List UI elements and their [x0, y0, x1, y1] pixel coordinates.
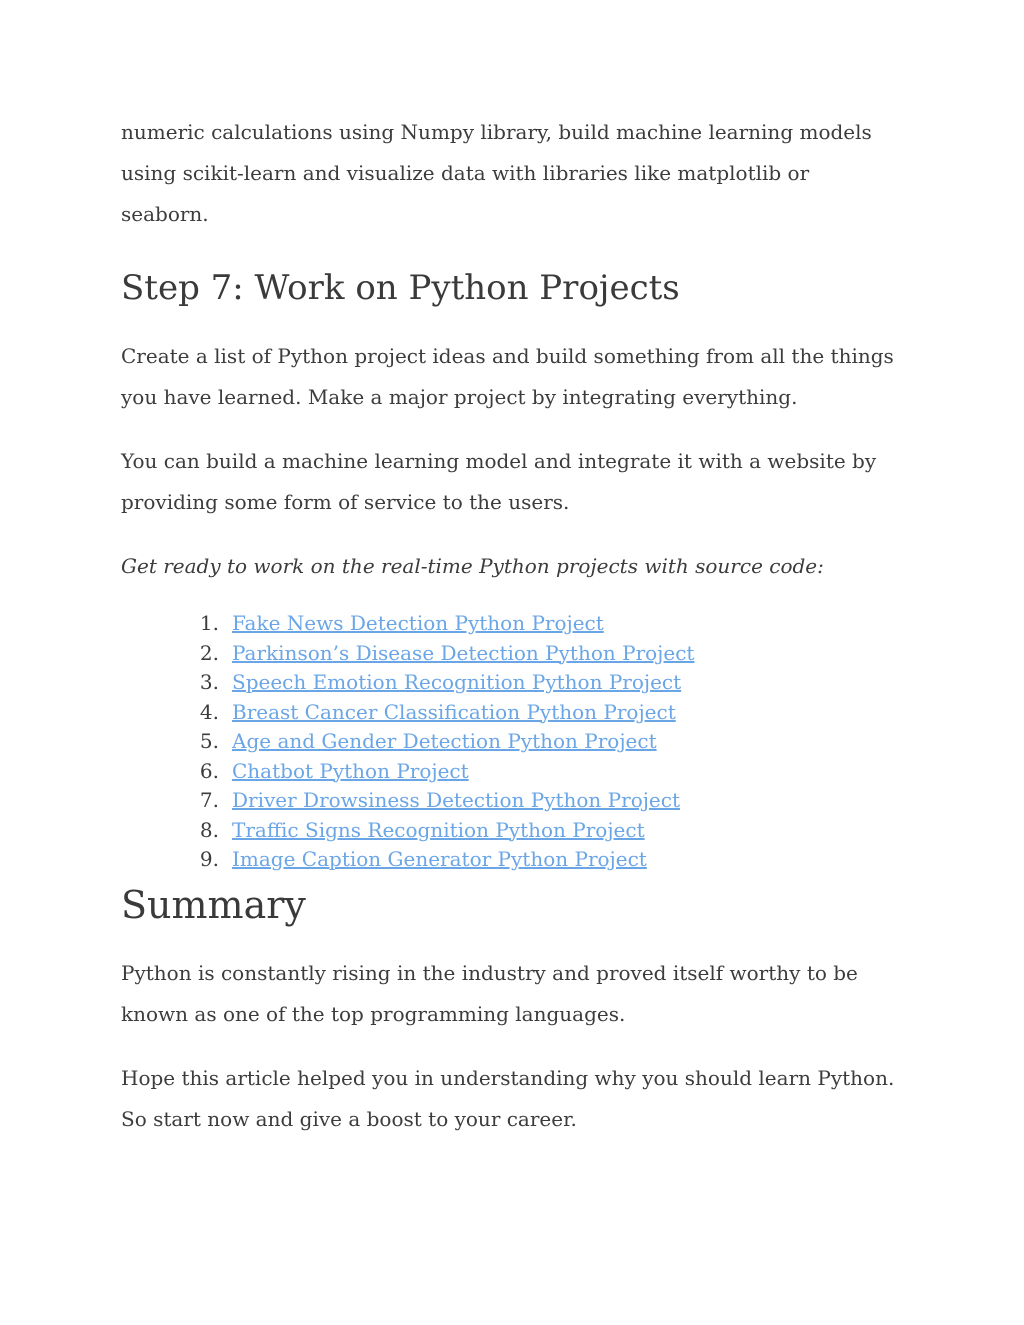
- document-page: [121, 112, 901, 1140]
- list-item: [121, 639, 901, 669]
- project-link-speech-emotion[interactable]: Speech Emotion Recognition Python Project: [232, 670, 682, 694]
- project-link-age-gender[interactable]: Age and Gender Detection Python Project: [232, 729, 657, 753]
- list-item-number: 6.: [199, 758, 219, 783]
- project-link-fake-news[interactable]: Fake News Detection Python Project: [232, 611, 604, 635]
- list-item-number: 7.: [199, 788, 219, 812]
- summary-p1-line-2: known as one of the top programming languages.: [121, 1001, 626, 1026]
- list-item-number: 4.: [199, 699, 219, 724]
- project-link-parkinsons[interactable]: Parkinson’s Disease Detection Python Project: [232, 640, 695, 665]
- project-link-driver-drowsiness[interactable]: Driver Drowsiness Detection Python Project: [232, 788, 681, 812]
- list-item: [121, 609, 901, 639]
- summary-p2-line-2: So start now and give a boost to your career.: [121, 1106, 577, 1131]
- step7-paragraph-1: [121, 336, 901, 418]
- step7-p1-line-2: you have learned. Make a major project by integrating everything.: [121, 385, 798, 409]
- intro-paragraph: [121, 112, 901, 235]
- list-item: [121, 698, 901, 728]
- list-item-number: 8.: [199, 817, 219, 842]
- projects-intro-note: Get ready to work on the real-time Python projects with source code:: [121, 554, 824, 578]
- list-item-number: 5.: [199, 729, 219, 753]
- intro-line-1: numeric calculations using Numpy library, build machine learning models: [121, 120, 872, 144]
- projects-list: [121, 609, 901, 875]
- step7-p2-line-1: You can build a machine learning model and integrate it with a website by: [121, 449, 877, 473]
- summary-paragraph-2: [121, 1058, 901, 1140]
- summary-paragraph-1: [121, 953, 901, 1035]
- list-item-number: 3.: [199, 670, 219, 694]
- step7-heading: Step 7: Work on Python Projects: [121, 268, 680, 308]
- list-item: [121, 816, 901, 846]
- summary-heading: Summary: [121, 882, 306, 927]
- step7-paragraph-2: [121, 441, 901, 523]
- step7-p2-line-2: providing some form of service to the users.: [121, 490, 570, 514]
- list-item: [121, 845, 901, 875]
- step7-p1-line-1: Create a list of Python project ideas and build something from all the things: [121, 344, 894, 368]
- list-item: [121, 786, 901, 816]
- list-item-number: 9.: [199, 847, 219, 871]
- project-link-chatbot[interactable]: Chatbot Python Project: [232, 758, 469, 783]
- summary-p2-line-1: Hope this article helped you in understanding why you should learn Python.: [121, 1065, 895, 1090]
- list-item: [121, 668, 901, 698]
- project-link-traffic-signs[interactable]: Traffic Signs Recognition Python Project: [232, 817, 645, 842]
- list-item-number: 2.: [199, 640, 219, 665]
- list-item-number: 1.: [199, 611, 219, 635]
- list-item: [121, 727, 901, 757]
- list-item: [121, 757, 901, 787]
- project-link-image-caption[interactable]: Image Caption Generator Python Project: [232, 847, 647, 871]
- intro-line-2: using scikit-learn and visualize data with libraries like matplotlib or seaborn.: [121, 161, 810, 226]
- summary-p1-line-1: Python is constantly rising in the industry and proved itself worthy to be: [121, 960, 858, 985]
- project-link-breast-cancer[interactable]: Breast Cancer Classification Python Project: [232, 699, 676, 724]
